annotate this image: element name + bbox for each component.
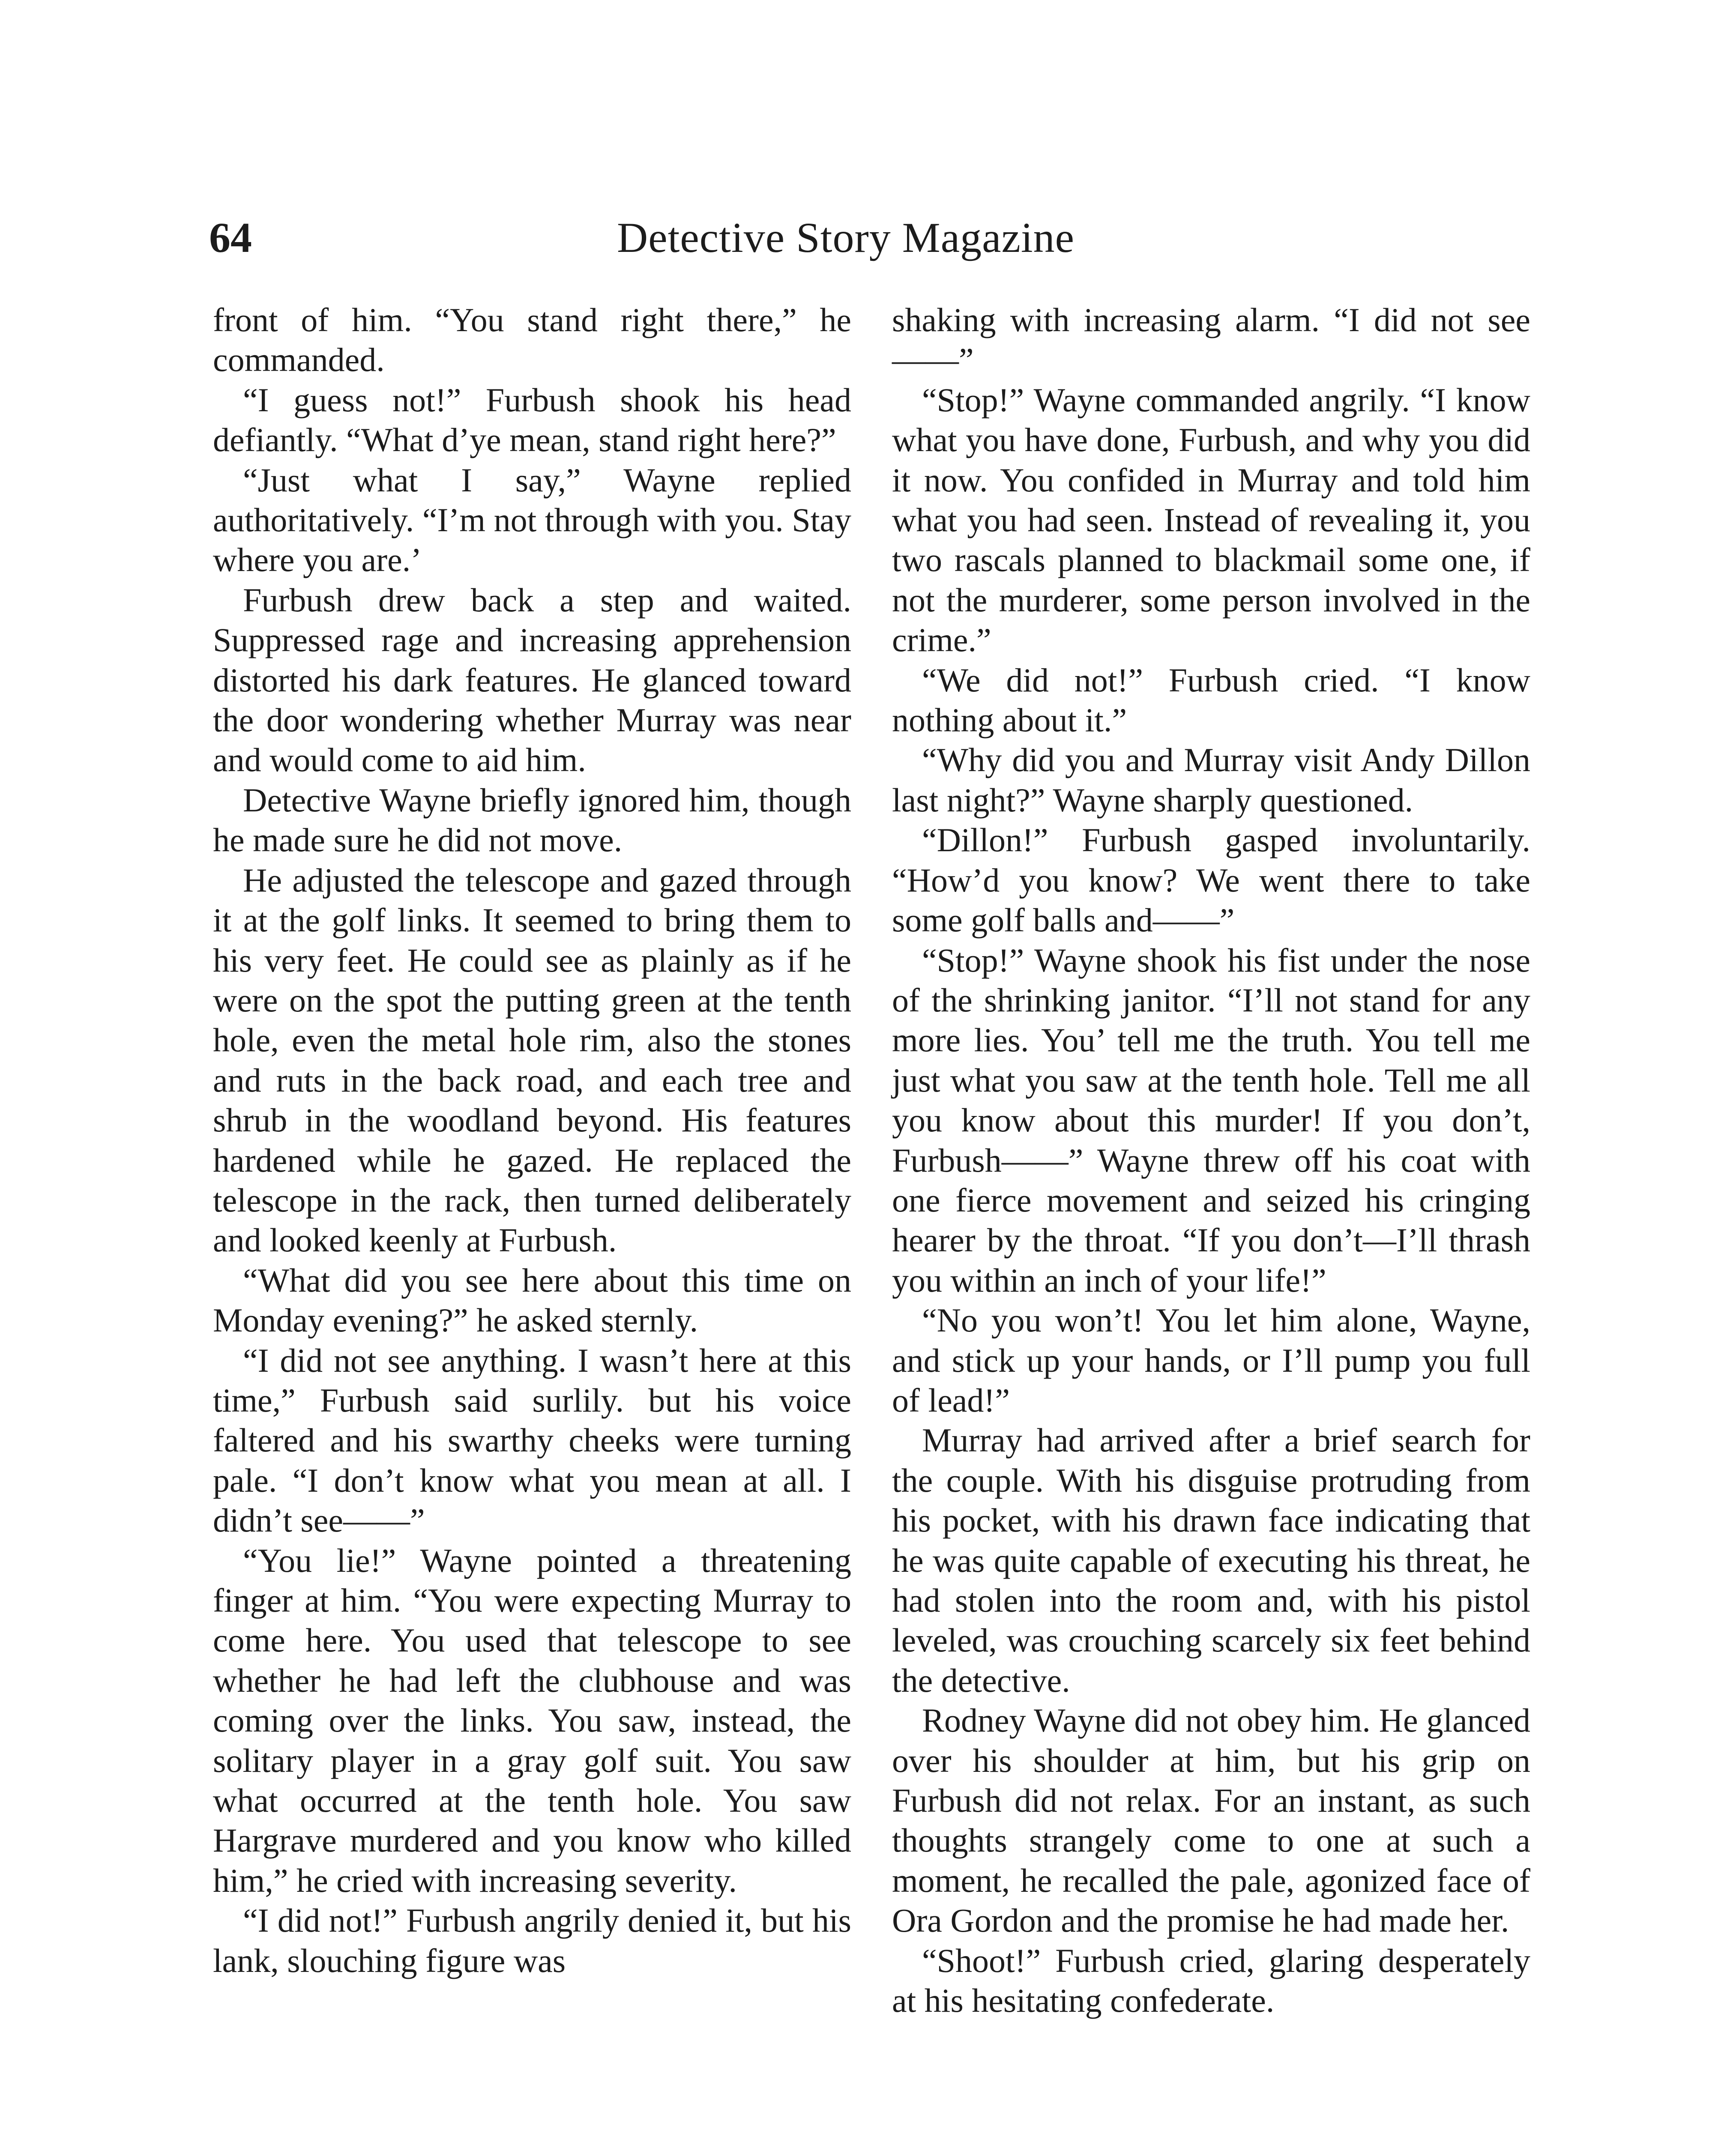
- paragraph: “I did not!” Furbush angrily denied it, but his lank, slouching figure was: [213, 1902, 851, 1979]
- paragraph: “Why did you and Murray visit Andy Dillon last night?” Wayne sharply questioned.: [892, 741, 1530, 819]
- right-column: [892, 300, 1530, 2020]
- running-title: Detective Story Magazine: [617, 214, 1075, 261]
- paragraph: Detective Wayne briefly ignored him, though he made sure he did not move.: [213, 781, 851, 859]
- paragraph: Murray had arrived after a brief search for the couple. With his disguise protruding from his pocket, with his drawn face indicating that he was quite capable of executing his threat, he had stolen into the room and, with his pistol leveled, was crouching scarcely six feet behind the detective.: [892, 1421, 1530, 1699]
- paragraph: “Stop!” Wayne shook his fist under the nose of the shrinking janitor. “I’ll not stand for any more lies. You’ tell me the truth. You tell me just what you saw at the tenth hole. Tell me all you know about this murder! If you don’t, Furbush——” Wayne threw off his coat with one fierce movement and seized his cringing hearer by the throat. “If you don’t—I’ll thrash you within an inch of your life!”: [892, 941, 1530, 1299]
- paragraph: Rodney Wayne did not obey him. He glanced over his shoulder at him, but his grip on Furbush did not relax. For an instant, as such thoughts strangely come to one at such a moment, he recalled the pale, agonized face of Ora Gordon and the promise he had made her.: [892, 1702, 1530, 1939]
- paragraph: Furbush drew back a step and waited. Suppressed rage and increasing apprehension distorted his dark features. He glanced toward the door wondering whether Murray was near and would come to aid him.: [213, 581, 851, 779]
- paragraph: “Dillon!” Furbush gasped involuntarily. “How’d you know? We went there to take some golf balls and——”: [892, 821, 1530, 939]
- paragraph: “We did not!” Furbush cried. “I know nothing about it.”: [892, 661, 1530, 739]
- paragraph: “I guess not!” Furbush shook his head defiantly. “What d’ye mean, stand right here?”: [213, 381, 851, 459]
- paragraph: “Just what I say,” Wayne replied authoritatively. “I’m not through with you. Stay where you are.’: [213, 461, 851, 579]
- paragraph: shaking with increasing alarm. “I did not see——”: [892, 301, 1530, 379]
- paragraph: “You lie!” Wayne pointed a threatening finger at him. “You were expecting Murray to come here. You used that telescope to see whether he had left the clubhouse and was coming over the links. You saw, instead, the solitary player in a gray golf suit. You saw what occurred at the tenth hole. You saw Hargrave murdered and you know who killed him,” he cried with increasing severity.: [213, 1541, 851, 1899]
- paragraph: “What did you see here about this time on Monday evening?” he asked sternly.: [213, 1261, 851, 1339]
- paragraph: He adjusted the telescope and gazed through it at the golf links. It seemed to bring them to his very feet. He could see as plainly as if he were on the spot the putting green at the tenth hole, even the metal hole rim, also the stones and ruts in the back road, and each tree and shrub in the woodland beyond. His features hardened while he gazed. He replaced the telescope in the rack, then turned deliberately and looked keenly at Furbush.: [213, 861, 851, 1259]
- paragraph: front of him. “You stand right there,” he commanded.: [213, 301, 851, 379]
- paragraph: “Stop!” Wayne commanded angrily. “I know what you have done, Furbush, and why you did it now. You confided in Murray and told him what you had seen. Instead of revealing it, you two rascals planned to blackmail some one, if not the murderer, some person involved in the crime.”: [892, 381, 1530, 659]
- page-number: 64: [209, 214, 252, 261]
- left-column: [213, 300, 851, 1980]
- paragraph: “I did not see anything. I wasn’t here at this time,” Furbush said surlily. but his voice faltered and his swarthy cheeks were turning pale. “I don’t know what you mean at all. I didn’t see——”: [213, 1341, 851, 1539]
- paragraph: “No you won’t! You let him alone, Wayne, and stick up your hands, or I’ll pump you full of lead!”: [892, 1301, 1530, 1419]
- paragraph: “Shoot!” Furbush cried, glaring desperately at his hesitating confederate.: [892, 1942, 1530, 2019]
